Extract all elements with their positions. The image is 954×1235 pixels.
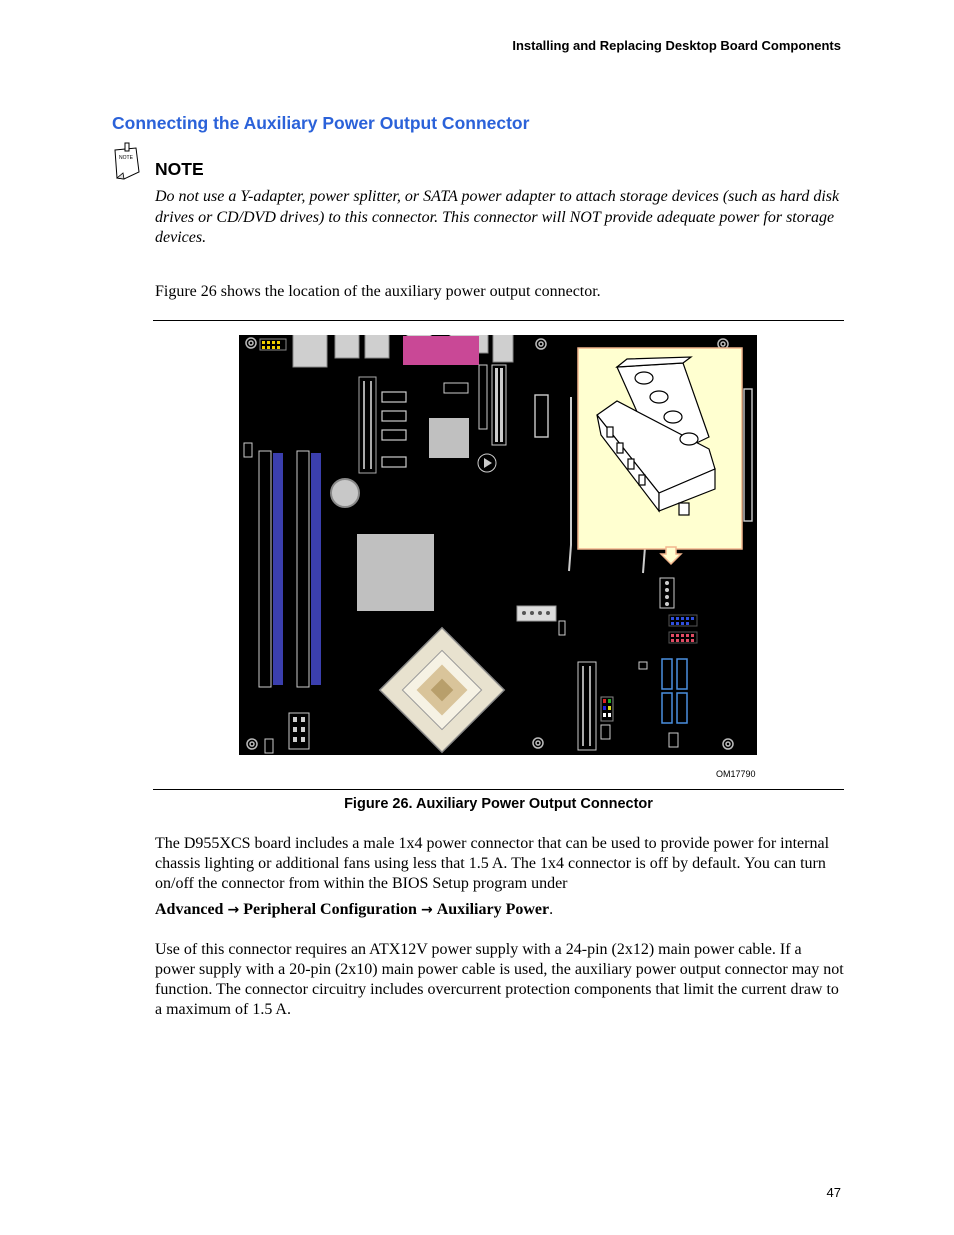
sata-led-header — [639, 662, 647, 669]
battery — [331, 479, 359, 507]
mch-chipset — [357, 534, 434, 611]
fan-header-bottom — [265, 739, 273, 753]
front-panel-audio-header — [260, 339, 286, 350]
serial-port — [403, 336, 479, 365]
usb-header-blue — [669, 615, 697, 626]
board-diagram — [239, 335, 757, 755]
bios-menu-path — [155, 901, 553, 919]
body-paragraph-1: The D955XCS board includes a male 1x4 power connector that can be used to provide power for internal chassis lighting or additional fans using less that 1.5 A. The 1x4 connector is off by default. You can turn on/off the connector from within the BIOS Setup program under — [155, 835, 830, 892]
bios-jumper — [559, 621, 565, 635]
ide-connector-lower — [578, 662, 596, 750]
connector-callout — [578, 348, 742, 564]
menu-path-period: . — [549, 901, 554, 918]
small-header — [444, 383, 468, 393]
atx12v-connector — [289, 713, 309, 749]
front-panel-header — [601, 697, 613, 721]
ide-connector-upper — [359, 377, 376, 473]
body-paragraph-2: Use of this connector requires an ATX12V power supply with a 24-pin (2x12) main power cable. If a power supply with a 20-pin (2x10) main power cable is used, the auxiliary power output connector may not function. The connector circuitry includes overcurrent protection components that limit the current draw to a maximum of 1.5 A. — [155, 941, 844, 1018]
io-controller-chip — [429, 418, 469, 458]
page-number: 47 — [826, 1185, 841, 1200]
running-header: Installing and Replacing Desktop Board Components — [512, 38, 841, 53]
figure-caption: Figure 26. Auxiliary Power Output Connector — [344, 796, 653, 812]
note-label: NOTE — [155, 159, 204, 179]
arrow-icon: → — [227, 902, 240, 918]
chassis-intrusion-header — [244, 443, 252, 457]
note-icon-text: NOTE — [119, 155, 133, 161]
section-title: Connecting the Auxiliary Power Output Connector — [112, 113, 530, 133]
pci-slot — [744, 389, 752, 521]
fan-header-rear — [669, 733, 678, 747]
figure-id: OM17790 — [716, 769, 756, 779]
pci-express-slot — [535, 395, 548, 437]
atx-power-connector — [492, 365, 506, 445]
ieee1394-header-red — [669, 632, 697, 643]
menu-step-peripheral: Peripheral Configuration — [243, 901, 417, 918]
fan-header-vertical — [479, 365, 487, 429]
note-icon — [112, 142, 144, 182]
menu-step-advanced: Advanced — [155, 901, 224, 918]
figure-bottom-rule — [153, 789, 844, 790]
figure-top-rule — [153, 320, 844, 321]
intro-paragraph: Figure 26 shows the location of the auxiliary power output connector. — [155, 283, 601, 300]
arrow-icon: → — [420, 902, 433, 918]
menu-step-aux-power: Auxiliary Power — [436, 901, 550, 918]
note-text: Do not use a Y-adapter, power splitter, or SATA power adapter to attach storage devices (such as hard disk drives or CD/DVD drives) to this connector. This connector will NOT provide adequate power for storage devices. — [155, 188, 840, 246]
speaker-header — [601, 725, 610, 739]
